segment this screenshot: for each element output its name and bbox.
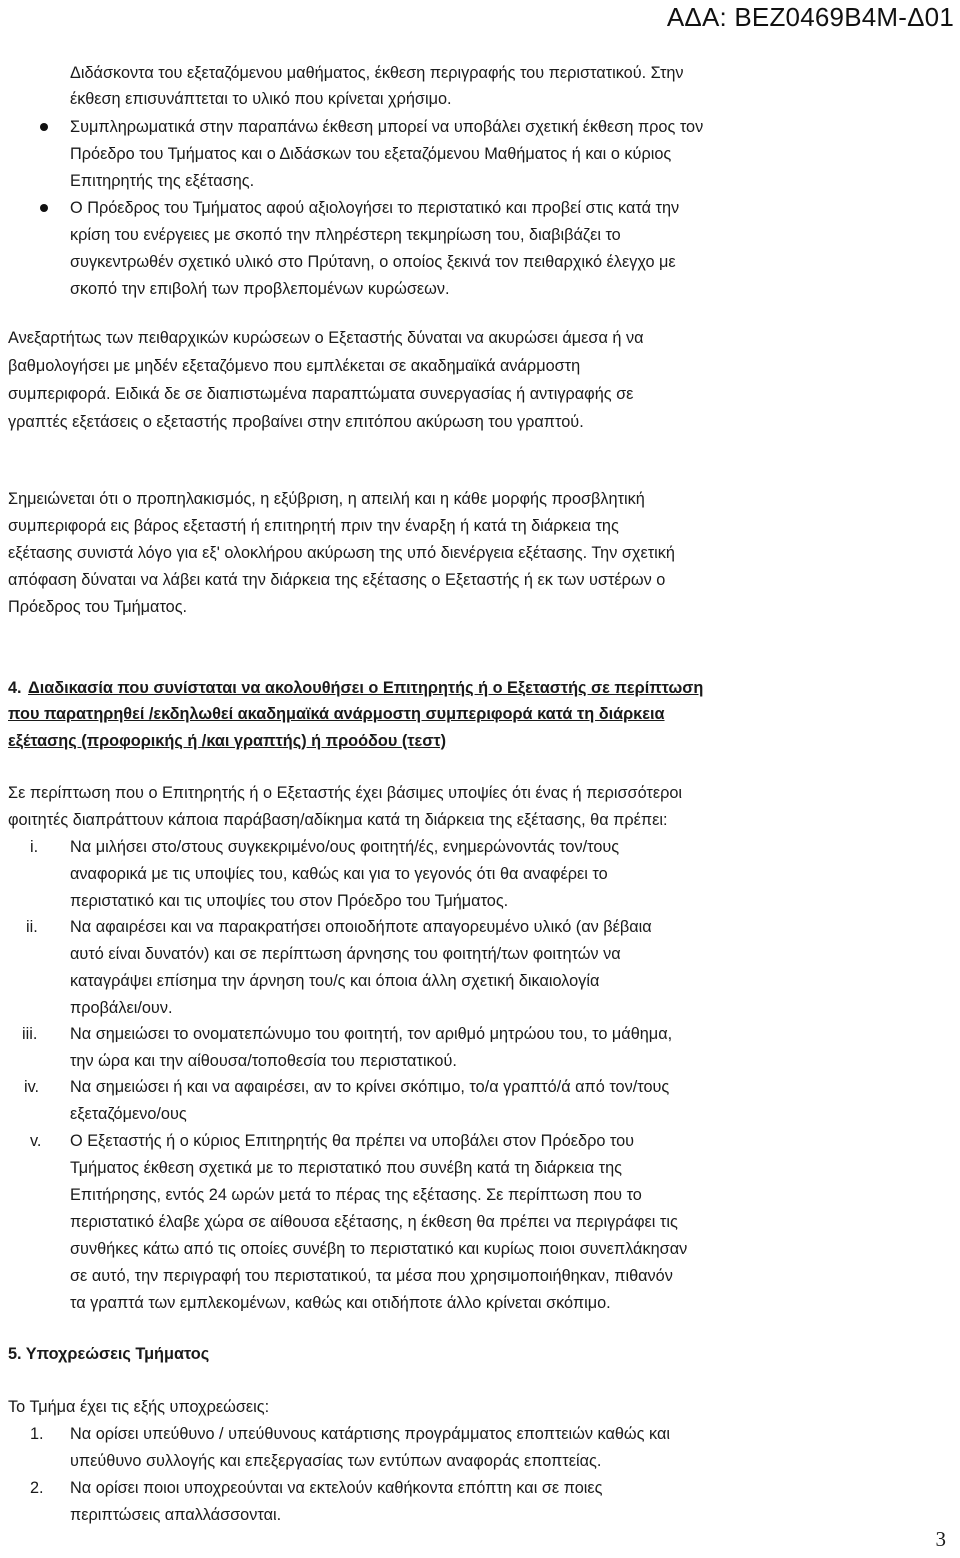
text-line: Σε περίπτωση που ο Επιτηρητής ή ο Εξεταστής έχει βάσιμες υποψίες ότι ένας ή περισσότεροι <box>8 784 683 802</box>
text-line: Πρόεδρο του Τμήματος και ο Διδάσκων του εξεταζόμενου Μαθήματος ή και ο κύριος <box>70 145 672 163</box>
list-item-line: περιπτώσεις απαλλάσσονται. <box>70 1506 282 1524</box>
ada-code: ΑΔΑ: ΒΕΖ0469Β4Μ-Δ01 <box>666 2 954 32</box>
text-line: Πρόεδρος του Τμήματος. <box>8 598 188 616</box>
text-line: εξέτασης συνιστά λόγο για εξ' ολοκλήρου ακύρωση της υπό διενέργεια εξέτασης. Την σχετική <box>8 544 675 562</box>
list-number: 1. <box>30 1425 44 1443</box>
list-item-line: Να σημειώσει το ονοματεπώνυμο του φοιτητή, τον αριθμό μητρώου του, το μάθημα, <box>70 1025 673 1043</box>
text-line: έκθεση επισυνάπτεται το υλικό που κρίνεται χρήσιμο. <box>70 90 452 108</box>
section-4-heading: Διαδικασία που συνίσταται να ακολουθήσει ο Επιτηρητής ή ο Εξεταστής σε περίπτωση <box>28 679 704 697</box>
section-4-number: 4. <box>8 679 22 697</box>
list-item-line: Να αφαιρέσει και να παρακρατήσει οποιοδήποτε απαγορευμένο υλικό (αν βέβαια <box>70 918 652 936</box>
text-line: συμπεριφορά. Ειδικά δε σε διαπιστωμένα παραπτώματα συνεργασίας ή αντιγραφής σε <box>8 385 634 403</box>
text-line: Επιτηρητής της εξέτασης. <box>70 172 255 190</box>
text-line: συγκεντρωθέν σχετικό υλικό στο Πρύτανη, ο οποίος ξεκινά τον πειθαρχικό έλεγχο με <box>70 253 676 271</box>
list-item-line: συνθήκες κάτω από τις οποίες συνέβη το περιστατικό και κυρίως ποιοι συνεπλάκησαν <box>70 1240 688 1258</box>
text-line: Ο Πρόεδρος του Τμήματος αφού αξιολογήσει το περιστατικό και προβεί στις κατά την <box>70 199 680 217</box>
text-line: συμπεριφορά εις βάρος εξεταστή ή επιτηρητή πριν την έναρξη ή κατά τη διάρκεια της <box>8 517 619 535</box>
text-line: σκοπό την επιβολή των προβλεπομένων κυρώσεων. <box>70 280 450 298</box>
bullet-icon <box>40 123 48 131</box>
text-line: γραπτές εξετάσεις ο εξεταστής προβαίνει στην επιτόπου ακύρωση του γραπτού. <box>8 413 584 431</box>
list-item-line: Να μιλήσει στο/στους συγκεκριμένο/ους φοιτητή/ές, ενημερώνοντάς τον/τους <box>70 838 620 856</box>
list-item-line: σε αυτό, την περιγραφή του περιστατικού, τα μέσα που χρησιμοποιήθηκαν, πιθανόν <box>70 1267 673 1285</box>
list-item-line: περιστατικό έλαβε χώρα σε αίθουσα εξέτασης, η έκθεση θα πρέπει να περιγράφει τις <box>70 1213 678 1231</box>
section-5-heading: 5. Υποχρεώσεις Τμήματος <box>8 1345 210 1363</box>
text-line: κρίση του ενέργειες με σκοπό την πληρέστερη τεκμηρίωση του, διαβιβάζει το <box>70 226 621 244</box>
list-item-line: Να ορίσει ποιοι υποχρεούνται να εκτελούν καθήκοντα επόπτη και σε ποιες <box>70 1479 603 1497</box>
section-4-heading: εξέτασης (προφορικής ή /και γραπτής) ή προόδου (τεστ) <box>8 732 447 750</box>
bullet-icon <box>40 204 48 212</box>
list-item-line: υπεύθυνο συλλογής και επεξεργασίας των εντύπων αναφοράς εποπτείας. <box>70 1452 602 1470</box>
list-item-line: αναφορικά με τις υποψίες του, καθώς και για το γεγονός ότι θα αναφέρει το <box>70 865 608 883</box>
text-line: Ανεξαρτήτως των πειθαρχικών κυρώσεων ο Εξεταστής δύναται να ακυρώσει άμεσα ή να <box>8 329 644 347</box>
text-line: Διδάσκοντα του εξεταζόμενου μαθήματος, έκθεση περιγραφής του περιστατικού. Στην <box>70 64 684 82</box>
text-line: Συμπληρωματικά στην παραπάνω έκθεση μπορεί να υποβάλει σχετική έκθεση προς τον <box>70 118 704 136</box>
list-item-line: Να σημειώσει ή και να αφαιρέσει, αν το κρίνει σκόπιμο, το/α γραπτό/ά από τον/τους <box>70 1078 670 1096</box>
list-number: 2. <box>30 1479 44 1497</box>
list-number: i. <box>30 838 39 856</box>
list-item-line: την ώρα και την αίθουσα/τοποθεσία του περιστατικού. <box>70 1052 457 1070</box>
list-item-line: εξεταζόμενο/ους <box>70 1105 187 1123</box>
text-line: απόφαση δύναται να λάβει κατά την διάρκεια της εξέτασης ο Εξεταστής ή εκ των υστέρων ο <box>8 571 666 589</box>
text-line: βαθμολογήσει με μηδέν εξεταζόμενο που εμπλέκεται σε ακαδημαϊκά ανάρμοστη <box>8 357 581 375</box>
list-number: ii. <box>26 918 38 936</box>
list-item-line: Ο Εξεταστής ή ο κύριος Επιτηρητής θα πρέπει να υποβάλει στον Πρόεδρο του <box>70 1132 635 1150</box>
list-item-line: καταγράψει επίσημα την άρνηση του/ς και όποια άλλη σχετική δικαιολογία <box>70 972 600 990</box>
list-number: iv. <box>24 1078 40 1096</box>
page-number: 3 <box>935 1527 946 1551</box>
list-item-line: Τμήματος έκθεση σχετικά με το περιστατικό που συνέβη κατά τη διάρκεια της <box>70 1159 622 1177</box>
list-number: iii. <box>22 1025 38 1043</box>
list-item-line: τα γραπτά των εμπλεκομένων, καθώς και οτιδήποτε άλλο κρίνεται σκόπιμο. <box>70 1294 611 1312</box>
text-line: Το Τμήμα έχει τις εξής υποχρεώσεις: <box>8 1398 270 1416</box>
list-number: v. <box>30 1132 42 1150</box>
list-item-line: προβάλει/ουν. <box>70 999 173 1017</box>
text-line: Σημειώνεται ότι ο προπηλακισμός, η εξύβριση, η απειλή και η κάθε μορφής προσβλητική <box>8 490 645 508</box>
list-item-line: Επιτήρησης, εντός 24 ωρών μετά το πέρας της εξέτασης. Σε περίπτωση που το <box>70 1186 642 1204</box>
list-item-line: περιστατικό και τις υποψίες του στον Πρόεδρο του Τμήματος. <box>70 892 509 910</box>
text-line: φοιτητές διαπράττουν κάποια παράβαση/αδίκημα κατά τη διάρκεια της εξέτασης, θα πρέπει: <box>8 811 668 829</box>
list-item-line: Να ορίσει υπεύθυνο / υπεύθυνους κατάρτισης προγράμματος εποπτειών καθώς και <box>70 1425 670 1443</box>
section-4-heading: που παρατηρηθεί /εκδηλωθεί ακαδημαϊκά ανάρμοστη συμπεριφορά κατά τη διάρκεια <box>8 705 665 723</box>
list-item-line: αυτό είναι δυνατόν) και σε περίπτωση άρνησης του φοιτητή/των φοιτητών να <box>70 945 621 963</box>
